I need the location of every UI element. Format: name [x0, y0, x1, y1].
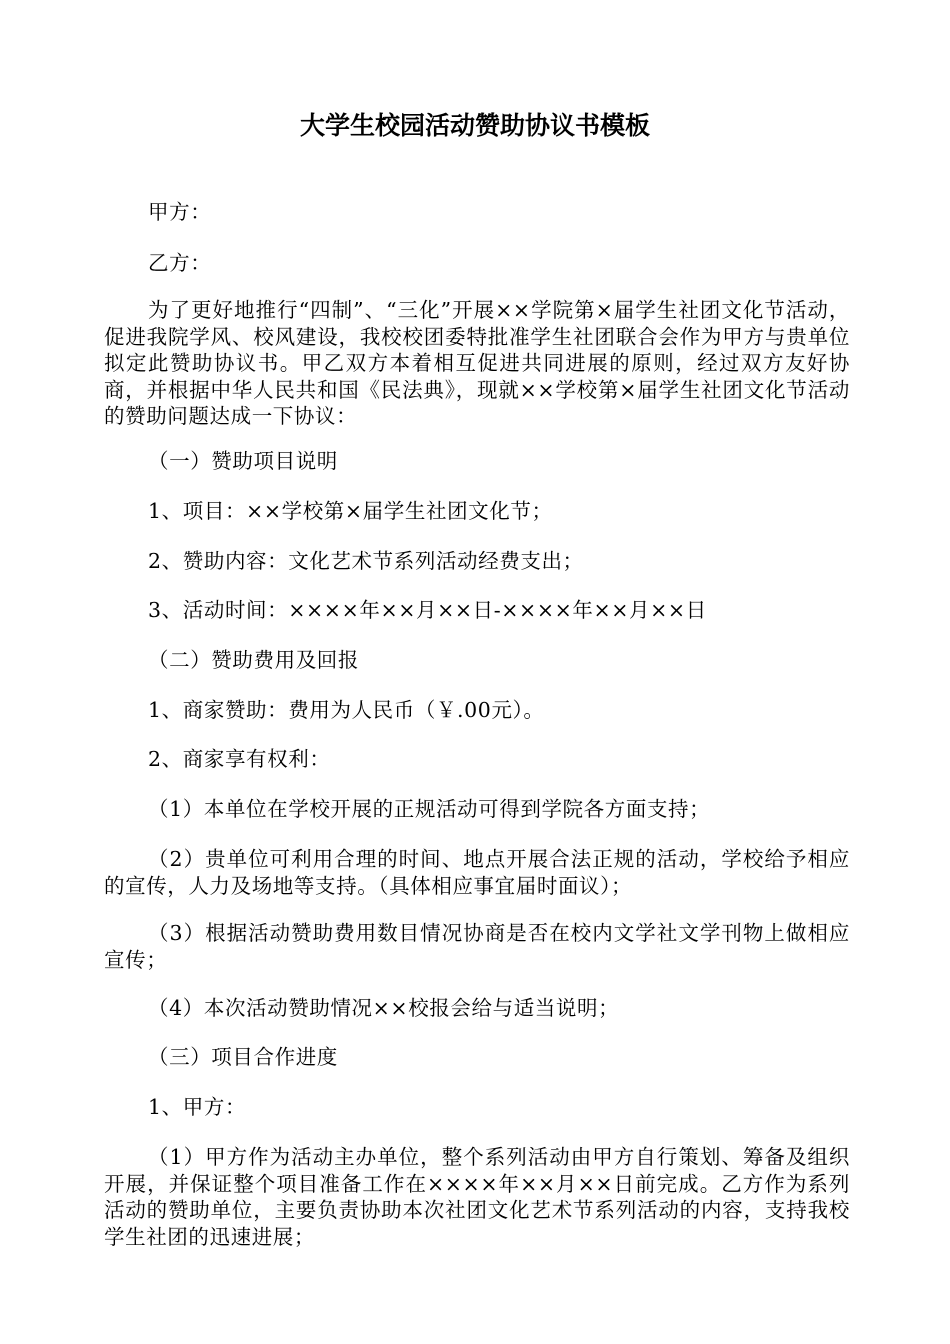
section-2-item-2: 2、商家享有权利： [148, 747, 331, 771]
intro-paragraph: 为了更好地推行“四制”、“三化”开展××学院第×届学生社团文化节活动，促进我院学风、校风建设，我校校团委特批准学生社团联合会作为甲方与贵单位拟定此赞助协议书。甲乙双方本着相互促进共同进展的原则，经过双方友好协商，并根据中华人民共和国《民法典》，现就××学校第×届学生社团文化节活动的赞助问题达成一下协议： [104, 298, 850, 428]
party-b-label: 乙方： [148, 251, 212, 275]
section-3-sub-1: （1）甲方作为活动主办单位，整个系列活动由甲方自行策划、筹备及组织开展，并保证整个项目准备工作在××××年××月××日前完成。乙方作为系列活动的赞助单位，主要负责协助本次社团文化艺术节系列活动的内容，支持我校学生社团的迅速进展； [104, 1145, 850, 1249]
section-3-item-1: 1、甲方： [148, 1095, 247, 1119]
document-title: 大学生校园活动赞助协议书模板 [299, 111, 650, 140]
section-1-item-3: 3、活动时间：××××年××月××日-××××年××月××日 [148, 598, 707, 622]
section-1-item-1: 1、项目：××学校第×届学生社团文化节； [148, 499, 553, 523]
section-2-sub-1: （1）本单位在学校开展的正规活动可得到学院各方面支持； [148, 797, 711, 821]
section-2-heading: （二）赞助费用及回报 [148, 648, 359, 672]
section-1-heading: （一）赞助项目说明 [148, 449, 338, 473]
section-1-item-2: 2、赞助内容：文化艺术节系列活动经费支出； [148, 549, 584, 573]
section-3-heading: （三）项目合作进度 [148, 1045, 338, 1069]
section-2-sub-2: （2）贵单位可利用合理的时间、地点开展合法正规的活动，学校给予相应的宣传，人力及场地等支持。（具体相应事宜届时面议）； [104, 847, 850, 898]
party-a-label: 甲方： [148, 200, 212, 224]
section-2-item-1: 1、商家赞助：费用为人民币（￥.00元）。 [148, 698, 545, 722]
section-2-sub-4: （4）本次活动赞助情况××校报会给与适当说明； [148, 996, 620, 1020]
section-2-sub-3: （3）根据活动赞助费用数目情况协商是否在校内文学社文学刊物上做相应宣传； [104, 921, 850, 972]
